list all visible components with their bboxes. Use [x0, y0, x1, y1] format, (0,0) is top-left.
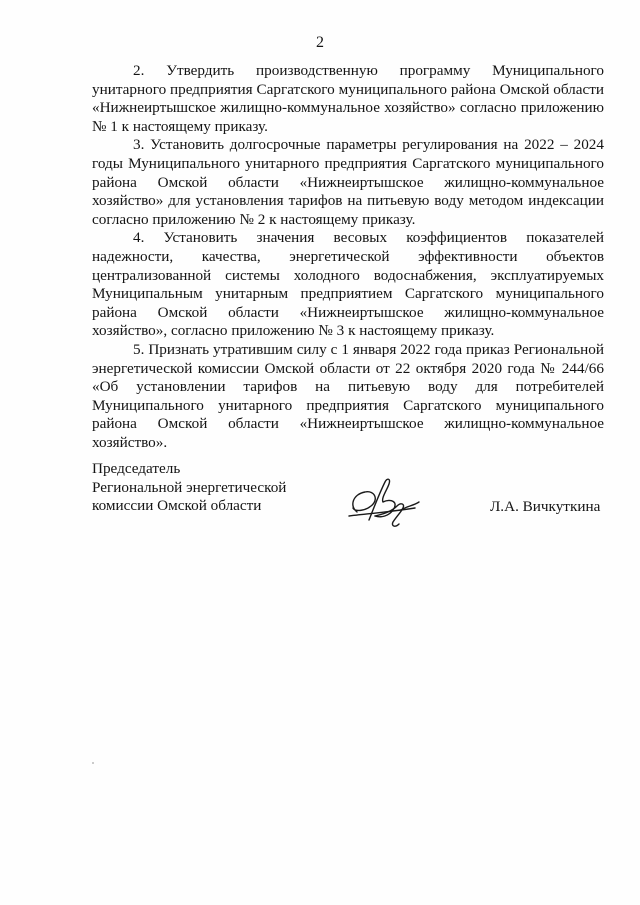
signatory-name: Л.А. Вичкуткина — [490, 498, 601, 515]
paragraph-item-3: 3. Установить долгосрочные параметры регулирования на 2022 – 2024 годы Муниципального унитарного предприятия Саргатского муниципального района Омской области «Нижнеиртышское жилищно-коммунальное хозяйство» для установления тарифов на питьевую воду методом индексации согласно приложению № 2 к настоящему приказу. — [92, 136, 604, 228]
paragraph-item-4: 4. Установить значения весовых коэффициентов показателей надежности, качества, энергетической эффективности объектов централизованной системы холодного водоснабжения, эксплуатируемых Муниципальным унитарным предприятием Саргатского муниципального района Омской области «Нижнеиртышское жилищно-коммунальное хозяйство», согласно приложению № 3 к настоящему приказу. — [92, 229, 604, 340]
document-body — [92, 62, 604, 452]
paragraph-item-2: 2. Утвердить производственную программу Муниципального унитарного предприятия Саргатского муниципального района Омской области «Нижнеиртышское жилищно-коммунальное хозяйство» согласно приложению № 1 к настоящему приказу. — [92, 62, 604, 135]
page-number: 2 — [316, 34, 324, 51]
scan-speck — [92, 762, 94, 764]
signatory-title-line: Региональной энергетической — [92, 478, 287, 496]
paragraph-item-5: 5. Признать утратившим силу с 1 января 2022 года приказ Региональной энергетической комиссии Омской области от 22 октября 2020 года № 244/66 «Об установлении тарифов на питьевую воду для потребителей Муниципального унитарного предприятия Саргатского муниципального района Омской области «Нижнеиртышское жилищно-коммунальное хозяйство». — [92, 340, 604, 451]
signatory-title-line: комиссии Омской области — [92, 497, 262, 515]
signatory-title-line: Председатель — [92, 460, 181, 477]
handwritten-signature — [345, 472, 423, 536]
signatory-title — [92, 460, 286, 516]
